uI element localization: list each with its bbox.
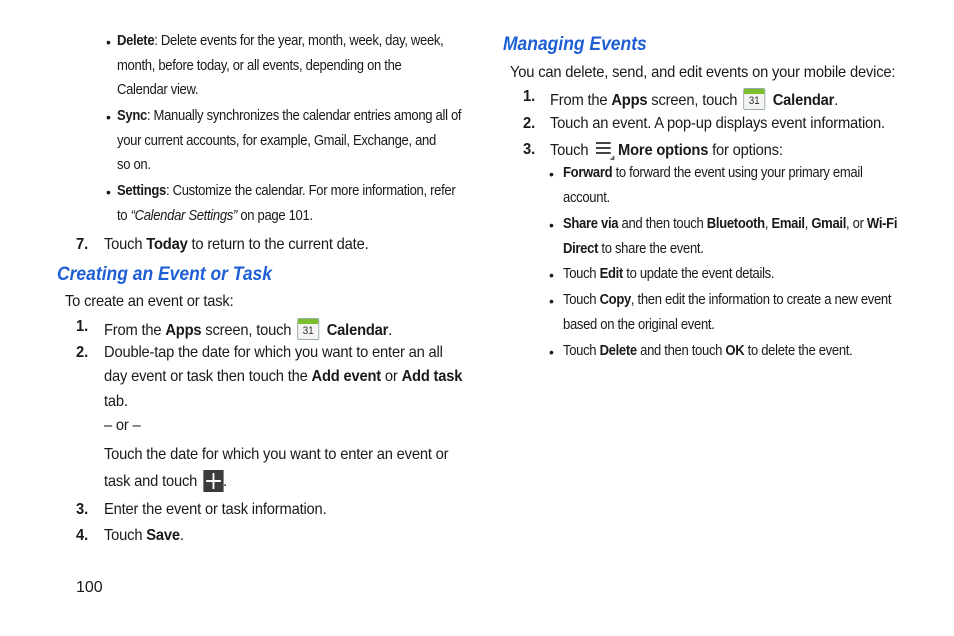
- bullet-icon: •: [106, 34, 111, 50]
- bullet-line: [117, 58, 401, 74]
- text-run: and then touch: [618, 216, 707, 232]
- bullet-line: [117, 133, 436, 149]
- text-run: Add task: [401, 368, 463, 385]
- step-1-mid: screen, touch: [201, 322, 296, 339]
- or-separator: – or –: [104, 417, 141, 434]
- bullet-line: [563, 165, 863, 181]
- manage-step-1-prefix: From the: [550, 92, 612, 109]
- bullet-line: [563, 241, 704, 257]
- bullet-line: [117, 108, 461, 124]
- manage-step-1-end: .: [834, 92, 839, 109]
- text-run: and then touch: [636, 343, 726, 359]
- add-icon[interactable]: [203, 470, 223, 492]
- text-run: so on.: [117, 157, 151, 173]
- step-3-text: Enter the event or task information.: [104, 501, 327, 518]
- bullet-line: [563, 266, 774, 282]
- bullet-line: [117, 157, 151, 173]
- text-run: Delete: [117, 33, 155, 49]
- text-run: : Manually synchronizes the calendar entries among all of: [146, 108, 462, 124]
- more-options-label: More options: [618, 142, 709, 159]
- text-run: to update the event details.: [622, 266, 775, 282]
- bullet-line: [117, 208, 313, 224]
- text-run: Sync: [117, 108, 147, 124]
- apps-label: Apps: [165, 322, 202, 339]
- bullet-line: [563, 343, 852, 359]
- text-run: , then edit the information to create a new event: [630, 292, 892, 308]
- text-run: your current accounts, for example, Gmail, Exchange, and: [117, 132, 436, 149]
- manage-step-2-number: 2.: [523, 115, 536, 132]
- manage-apps-label: Apps: [611, 92, 648, 109]
- text-run: Today: [146, 236, 188, 253]
- bullet-icon: •: [549, 293, 554, 309]
- text-run: to delete the event.: [744, 343, 853, 359]
- bullet-line: [117, 82, 198, 98]
- bullet-icon: •: [549, 166, 554, 182]
- text-run: Gmail: [811, 216, 847, 232]
- bullet-icon: •: [106, 109, 111, 125]
- bullet-line: [563, 216, 897, 232]
- text-run: to forward the event using your primary email: [612, 165, 863, 181]
- step-2-line-2: [104, 368, 462, 386]
- step-7-number: 7.: [76, 236, 89, 253]
- text-run: ,: [804, 216, 812, 232]
- manage-calendar-label: Calendar: [772, 92, 835, 109]
- text-run: ,: [764, 216, 772, 232]
- text-run: Delete: [599, 343, 637, 359]
- text-run: , or: [846, 216, 867, 232]
- step-2-line-4: Touch the date for which you want to enter an event or: [104, 446, 449, 463]
- step-1-text: [104, 318, 392, 340]
- step-1-number: 1.: [76, 318, 89, 335]
- text-run: Share via: [563, 216, 619, 232]
- bullet-line: [117, 183, 455, 199]
- bullet-icon: •: [106, 184, 111, 200]
- managing-intro: You can delete, send, and edit events on your mobile device:: [510, 64, 896, 81]
- text-run: Direct: [563, 241, 599, 257]
- text-run: .: [179, 527, 184, 544]
- bullet-line: [563, 317, 715, 333]
- text-run: Email: [771, 216, 805, 232]
- text-run: or: [381, 368, 402, 385]
- text-run: day event or task then touch the: [104, 368, 312, 385]
- manage-step-1-number: 1.: [523, 88, 536, 105]
- text-run: : Customize the calendar. For more information, refer: [165, 183, 456, 199]
- calendar-icon-day: 31: [302, 325, 314, 337]
- step-2-line-5: [104, 470, 227, 492]
- manage-step-1-text: [550, 88, 838, 110]
- bullet-icon: •: [549, 344, 554, 360]
- step-2-line-5-text: task and touch: [104, 473, 202, 490]
- creating-intro: To create an event or task:: [65, 293, 234, 310]
- manage-step-1-mid: screen, touch: [647, 92, 742, 109]
- manage-step-3-number: 3.: [523, 141, 536, 158]
- text-run: Edit: [599, 266, 623, 282]
- manage-step-3-prefix: Touch: [550, 142, 593, 159]
- step-4-text: [104, 527, 184, 545]
- bullet-line: [563, 190, 610, 206]
- text-run: Touch: [563, 343, 600, 359]
- text-run: to return to the current date.: [187, 236, 369, 253]
- text-run: Calendar view.: [117, 82, 199, 98]
- text-run: Copy: [599, 292, 631, 308]
- manage-step-3-end: for options:: [708, 142, 783, 159]
- text-run: Save: [146, 527, 180, 544]
- text-run: account.: [563, 190, 610, 206]
- calendar-icon[interactable]: [743, 88, 765, 110]
- text-run: to: [117, 207, 131, 224]
- step-2-number: 2.: [76, 344, 89, 361]
- text-run: Bluetooth: [706, 216, 765, 232]
- text-run: Add event: [311, 368, 382, 385]
- step-2-line-3: tab.: [104, 393, 128, 410]
- step-4-number: 4.: [76, 527, 89, 544]
- bullet-line: [117, 33, 443, 49]
- menu-icon[interactable]: [596, 141, 613, 157]
- manage-step-2-text: Touch an event. A pop-up displays event information.: [550, 115, 885, 132]
- calendar-label: Calendar: [326, 322, 389, 339]
- text-run: to share the event.: [598, 241, 704, 257]
- text-run: OK: [725, 343, 745, 359]
- text-run: Touch: [104, 236, 147, 253]
- section-heading-managing: Managing Events: [503, 34, 647, 55]
- text-run: Touch: [563, 266, 600, 282]
- step-2-line-1: Double-tap the date for which you want to enter an all: [104, 344, 443, 361]
- step-2-line-5-end: .: [223, 473, 228, 490]
- calendar-icon[interactable]: [297, 318, 319, 340]
- text-run: Wi-Fi: [866, 216, 898, 232]
- step-1-end: .: [388, 322, 393, 339]
- section-heading-creating: Creating an Event or Task: [57, 264, 273, 285]
- text-run: Touch: [104, 527, 147, 544]
- page-number: 100: [76, 579, 103, 596]
- manage-step-3-text: [550, 141, 783, 160]
- text-run: based on the original event.: [563, 317, 715, 333]
- step-7-text: [104, 236, 368, 254]
- text-run: “Calendar Settings”: [130, 207, 238, 224]
- text-run: on page 101.: [237, 207, 313, 224]
- bullet-icon: •: [549, 267, 554, 283]
- step-1-prefix: From the: [104, 322, 166, 339]
- bullet-icon: •: [549, 217, 554, 233]
- text-run: : Delete events for the year, month, week, day, week,: [154, 33, 444, 49]
- bullet-line: [563, 292, 891, 308]
- text-run: Settings: [117, 183, 166, 199]
- calendar-icon-day: 31: [748, 95, 760, 107]
- text-run: month, before today, or all events, depending on the: [117, 57, 402, 74]
- text-run: Touch: [563, 292, 600, 308]
- text-run: Forward: [563, 165, 613, 181]
- step-3-number: 3.: [76, 501, 89, 518]
